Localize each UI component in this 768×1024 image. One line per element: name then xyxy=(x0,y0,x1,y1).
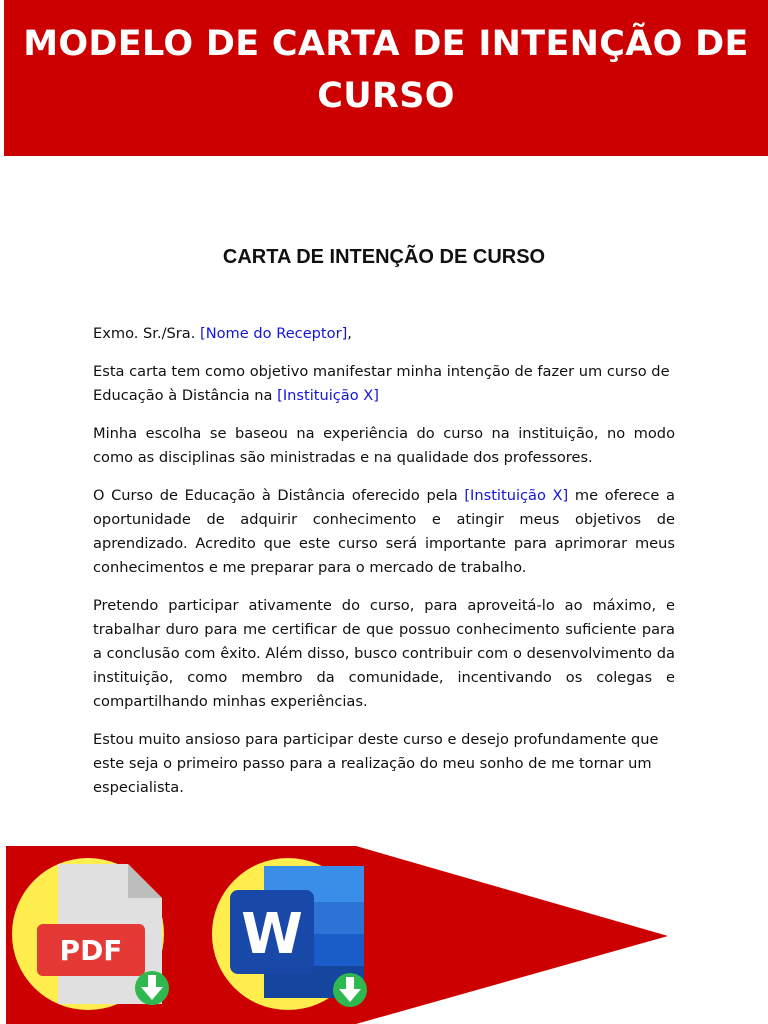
paragraph-3-after: me oferece a oportunidade de adquirir conhecimento e atingir meus objetivos de aprendizado. Acredito que este curso será importante para aprimorar meus conhecimentos e me preparar para o mercado de trabalho. xyxy=(93,487,675,576)
download-arrow-icon xyxy=(135,971,169,1005)
word-file-icon xyxy=(212,858,364,1010)
paragraph-2: Minha escolha se baseou na experiência do curso na instituição, no modo como as disciplinas são ministradas e na qualidade dos professores. xyxy=(93,425,675,466)
receiver-placeholder: [Nome do Receptor] xyxy=(200,325,348,342)
salutation-prefix: Exmo. Sr./Sra. xyxy=(93,325,200,342)
letter-body xyxy=(93,322,675,814)
word-letter: W xyxy=(241,902,303,967)
page-title: MODELO DE CARTA DE INTENÇÃO DE CURSO xyxy=(23,24,749,116)
paragraph-5: Estou muito ansioso para participar deste curso e desejo profundamente que este seja o primeiro passo para a realização do meu sonho de me tornar um especialista. xyxy=(93,731,659,796)
word-download-button[interactable] xyxy=(212,858,364,1010)
institution-placeholder: [Instituição X] xyxy=(277,387,380,404)
paragraph-1-text: Esta carta tem como objetivo manifestar minha intenção de fazer um curso de Educação à Distância na xyxy=(93,363,670,404)
paragraph-3-before: O Curso de Educação à Distância oferecido pela xyxy=(93,487,465,504)
download-arrow-icon xyxy=(333,973,367,1007)
paragraph-1 xyxy=(93,360,675,408)
paragraph-4: Pretendo participar ativamente do curso, para aproveitá-lo ao máximo, e trabalhar duro para me certificar de que possuo conhecimento suficiente para a conclusão com êxito. Além disso, busco contribuir com o desenvolvimento da instituição, como membro da comunidade, incentivando os colegas e compartilhando minhas experiências. xyxy=(93,597,675,710)
salutation-suffix: , xyxy=(347,325,352,342)
pdf-download-button[interactable] xyxy=(12,858,164,1010)
salutation xyxy=(93,322,675,346)
header-banner xyxy=(4,0,768,156)
institution-placeholder: [Instituição X] xyxy=(464,487,569,504)
pdf-label: PDF xyxy=(59,934,123,967)
pdf-file-icon xyxy=(12,858,164,1010)
document-title: CARTA DE INTENÇÃO DE CURSO xyxy=(222,246,546,268)
paragraph-3 xyxy=(93,484,675,580)
